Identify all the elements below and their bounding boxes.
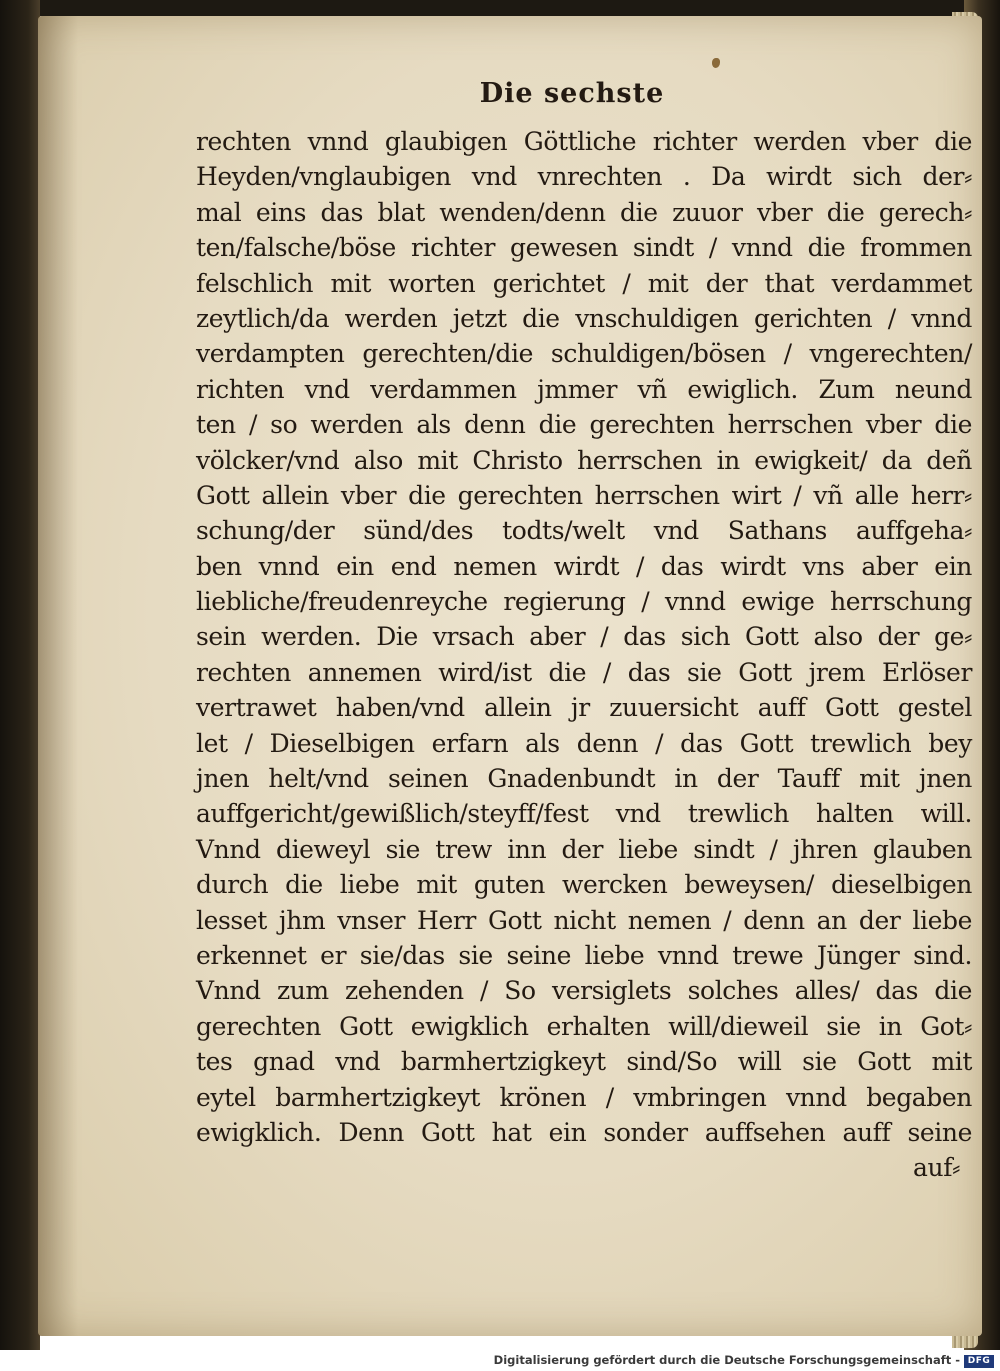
text-line: verdampten gerechten/die schuldigen/bösen / vngerechten/ xyxy=(196,339,972,369)
text-line: gerechten Gott ewigklich erhalten will/dieweil sie in Got⸗ xyxy=(196,1011,972,1041)
scanner-bed-top xyxy=(0,0,1000,16)
body-text xyxy=(196,124,972,1186)
text-line: zeytlich/da werden jetzt die vnschuldigen gerichten / vnnd xyxy=(196,303,972,333)
text-line: Heyden/vnglaubigen vnd vnrechten . Da wirdt sich der⸗ xyxy=(196,162,972,192)
text-line: Vnnd dieweyl sie trew inn der liebe sindt / jhren glauben xyxy=(196,834,972,864)
text-line: jnen helt/vnd seinen Gnadenbundt in der Tauff mit jnen xyxy=(196,764,972,794)
text-line: erkennet er sie/das sie seine liebe vnnd trewe Jünger sind. xyxy=(196,940,972,970)
text-line: ben vnnd ein end nemen wirdt / das wirdt vns aber ein xyxy=(196,551,972,581)
text-line: richten vnd verdammen jmmer vñ ewiglich. Zum neund xyxy=(196,374,972,404)
text-line: auffgericht/gewißlich/steyff/fest vnd trewlich halten will. xyxy=(196,799,972,829)
text-line: mal eins das blat wenden/denn die zuuor vber die gerech⸗ xyxy=(196,197,972,227)
text-line: liebliche/freudenreyche regierung / vnnd ewige herrschung xyxy=(196,587,972,617)
running-head xyxy=(0,78,1000,109)
catchword: auf⸗ xyxy=(913,1153,960,1183)
text-line: vertrawet haben/vnd allein jr zuuersicht auff Gott gestel xyxy=(196,693,972,723)
text-line: let / Dieselbigen erfarn als denn / das Gott trewlich bey xyxy=(196,728,972,758)
text-line: Vnnd zum zehenden / So versiglets solches alles/ das die xyxy=(196,976,972,1006)
text-line: tes gnad vnd barmhertzigkeyt sind/So will sie Gott mit xyxy=(196,1047,972,1077)
text-line: eytel barmhertzigkeyt krönen / vmbringen vnnd begaben xyxy=(196,1082,972,1112)
page-gutter-shadow xyxy=(38,16,78,1336)
text-line: lesset jhm vnser Herr Gott nicht nemen / denn an der liebe xyxy=(196,905,972,935)
text-line: sein werden. Die vrsach aber / das sich Gott also der ge⸗ xyxy=(196,622,972,652)
text-line: ten / so werden als denn die gerechten herrschen vber die xyxy=(196,410,972,440)
text-line: ewigklich. Denn Gott hat ein sonder auffsehen auff seine xyxy=(196,1117,972,1147)
text-line: völcker/vnd also mit Christo herrschen in ewigkeit/ da deñ xyxy=(196,445,972,475)
running-head-text: Die sechste xyxy=(479,78,665,109)
scanner-bed-left xyxy=(0,0,40,1350)
footer-credit: Digitalisierung gefördert durch die Deutsche Forschungsgemeinschaft - xyxy=(493,1353,960,1367)
text-line: rechten vnnd glaubigen Göttliche richter werden vber die xyxy=(196,127,972,156)
dfg-logo: DFG xyxy=(964,1355,994,1368)
text-line: ten/falsche/böse richter gewesen sindt / vnnd die frommen xyxy=(196,233,972,263)
text-line: rechten annemen wird/ist die / das sie Gott jrem Erlöser xyxy=(196,657,972,687)
text-line: felschlich mit worten gerichtet / mit der that verdammet xyxy=(196,268,972,298)
text-line: schung/der sünd/des todts/welt vnd Sathans auffgeha⸗ xyxy=(196,516,972,546)
text-line: durch die liebe mit guten wercken beweysen/ dieselbigen xyxy=(196,870,972,900)
text-line: Gott allein vber die gerechten herrschen wirt / vñ alle herr⸗ xyxy=(196,480,972,510)
